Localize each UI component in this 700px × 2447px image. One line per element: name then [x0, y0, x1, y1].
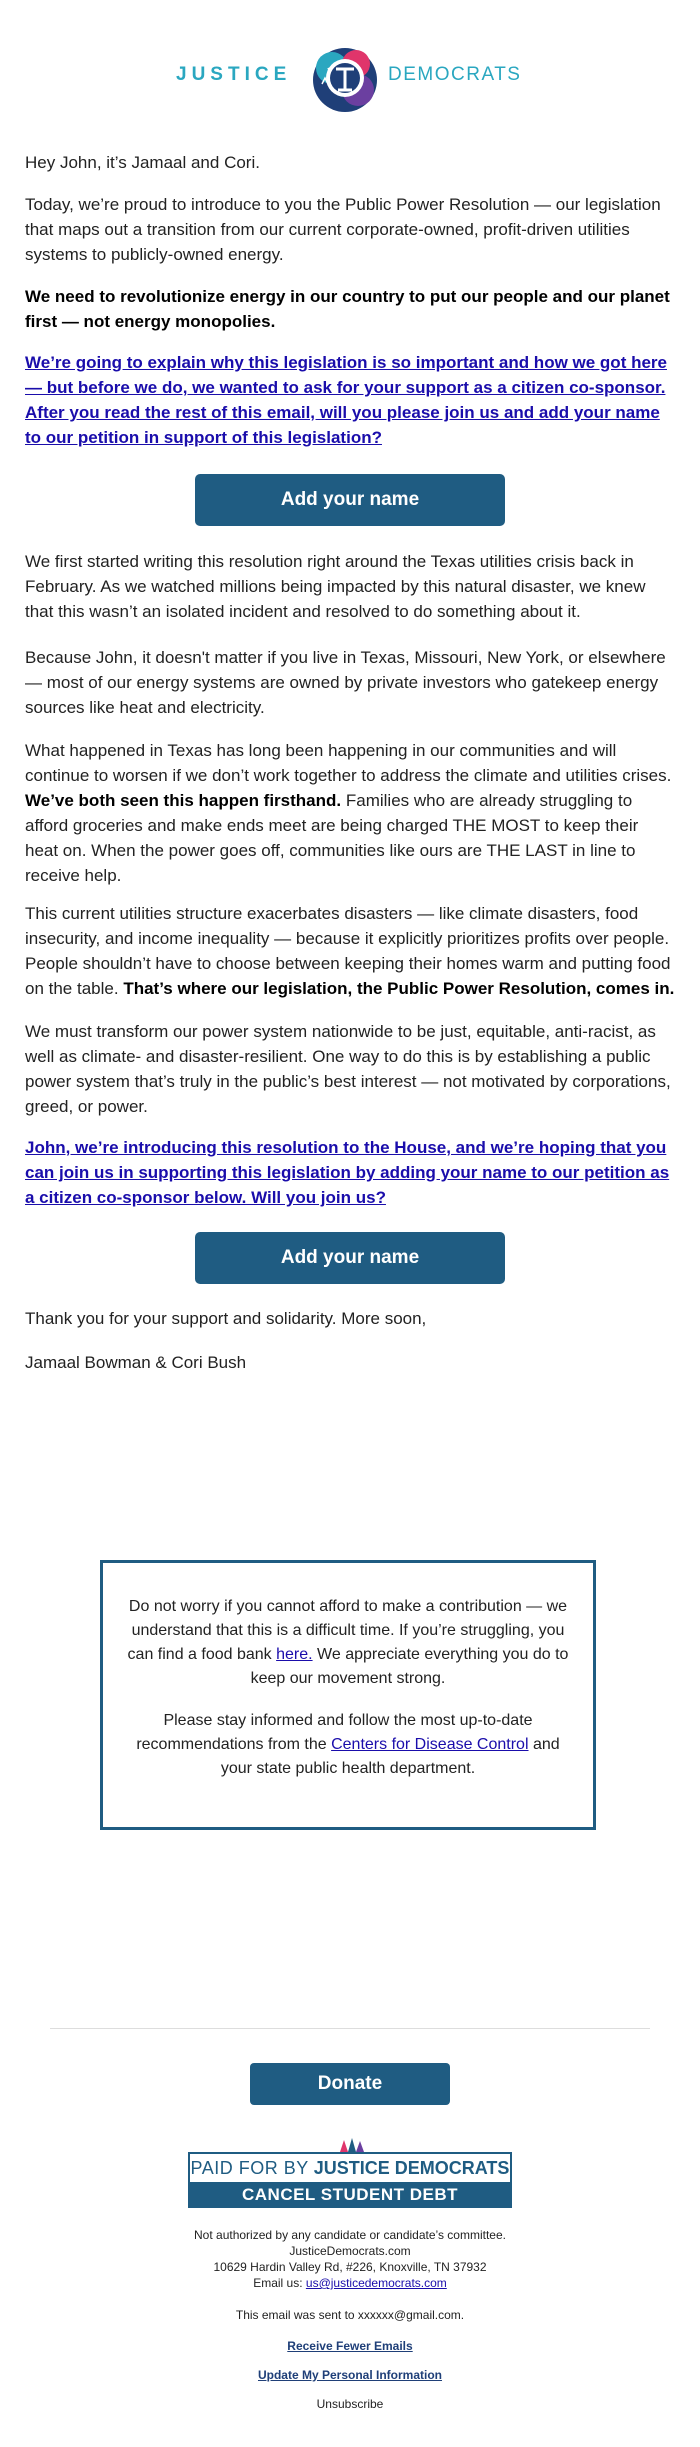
ask-paragraph-1 — [25, 350, 675, 450]
hardship-notice-box — [100, 1560, 596, 1830]
bold-statement: We need to revolutionize energy in our country to put our people and our planet first — not energy monopolies. — [25, 287, 670, 331]
justice-democrats-logo-icon — [306, 38, 384, 116]
donate-button[interactable]: Donate — [250, 2063, 450, 2105]
because-paragraph: Because John, it doesn't matter if you live in Texas, Missouri, New York, or elsewhere — most of our energy systems are owned by private investors who gatekeep energy sources like heat and electricity. — [25, 648, 666, 717]
email-us-line — [0, 2275, 700, 2291]
food-bank-link[interactable]: here. — [276, 1646, 313, 1663]
add-your-name-button-1[interactable]: Add your name — [195, 474, 505, 526]
stars-flag-icon — [336, 2136, 366, 2152]
mailing-address: 10629 Hardin Valley Rd, #226, Knoxville, TN 37932 — [213, 2260, 487, 2274]
signature: Jamaal Bowman & Cori Bush — [25, 1353, 247, 1372]
brand-name-left: JUSTICE — [176, 64, 292, 85]
receive-fewer-line — [0, 2338, 700, 2354]
paid-for-by-org: JUSTICE DEMOCRATS — [313, 2158, 510, 2178]
notice-paragraph-1 — [127, 1595, 569, 1691]
structure-text-a: This current utilities structure exacerbates disasters — like climate disasters, food insecurity, and income inequality — because it explicitly prioritizes profits over people. People shouldn’t have to choose between keeping their homes warm and putting food on the table. — [25, 904, 671, 998]
email-us-link[interactable]: us@justicedemocrats.com — [305, 2276, 447, 2290]
email-us-label: Email us: — [253, 2276, 303, 2290]
disclaimer: Not authorized by any candidate or candidate’s committee. — [194, 2228, 506, 2242]
cdc-link[interactable]: Centers for Disease Control — [331, 1736, 529, 1753]
notice-paragraph-2 — [127, 1709, 569, 1781]
sent-to-line: This email was sent to xxxxxx@gmail.com. — [235, 2308, 465, 2322]
happened-text-b: Families who are already struggling to afford groceries and make ends meet are being charged THE MOST to keep their heat on. When the power goes off, communities like ours are THE LAST in line to receive help. — [25, 791, 639, 885]
happened-paragraph — [25, 738, 675, 888]
structure-paragraph — [25, 901, 675, 1001]
header-logo[interactable] — [0, 0, 700, 150]
greeting: Hey John, it’s Jamaal and Cori. — [25, 153, 260, 172]
site-name: JusticeDemocrats.com — [289, 2244, 411, 2258]
notice-text-2a: Please stay informed and follow the most up-to-date recommendations from the — [136, 1712, 533, 1753]
brand-name-right: DEMOCRATS — [388, 64, 522, 85]
paid-for-by-label — [188, 2152, 512, 2184]
notice-text-1a: Do not worry if you cannot afford to make a contribution — we understand that this is a difficult time. If you’re struggling, you can find a food bank — [127, 1598, 568, 1663]
notice-text-2b: and your state public health department. — [220, 1736, 560, 1777]
update-info-line — [0, 2367, 700, 2383]
unsubscribe-line — [0, 2396, 700, 2412]
thanks-line: Thank you for your support and solidarity. More soon, — [25, 1309, 427, 1328]
ask-paragraph-2 — [25, 1135, 675, 1210]
structure-text-bold: That’s where our legislation, the Public Power Resolution, comes in. — [123, 979, 675, 998]
intro-paragraph: Today, we’re proud to introduce to you the Public Power Resolution — our legislation that maps out a transition from our current corporate-owned, profit-driven utilities systems to publicly-owned energy. — [25, 195, 661, 264]
notice-text-1b: We appreciate everything you do to keep our movement strong. — [250, 1646, 569, 1687]
happened-text-bold: We’ve both seen this happen firsthand. — [25, 791, 342, 810]
petition-link-1[interactable]: We’re going to explain why this legislation is so important and how we got here — but before we do, we wanted to ask for your support as a citizen co-sponsor. After you read the rest of this email, will you please join us and add your name to our petition in support of this legislation? — [25, 353, 667, 447]
happened-text-a: What happened in Texas has long been happening in our communities and will continue to worsen if we don’t work together to address the climate and utilities crises. — [25, 741, 672, 785]
add-your-name-button-2[interactable]: Add your name — [195, 1232, 505, 1284]
paid-for-by-banner — [188, 2152, 512, 2206]
footer-divider — [50, 2028, 650, 2029]
paid-for-by-text: PAID FOR BY — [190, 2158, 309, 2178]
unsubscribe-link[interactable]: Unsubscribe — [316, 2397, 384, 2411]
transform-paragraph: We must transform our power system nationwide to be just, equitable, anti-racist, as well as climate- and disaster-resilient. One way to do this is by establishing a public power system that’s truly in the public’s best interest — not motivated by corporations, greed, or power. — [25, 1022, 671, 1116]
receive-fewer-emails-link[interactable]: Receive Fewer Emails — [287, 2339, 413, 2353]
petition-link-2[interactable]: John, we’re introducing this resolution to the House, and we’re hoping that you can join us in supporting this legislation by adding your name to our petition as a citizen co-sponsor below. Will you join us? — [25, 1138, 670, 1207]
texas-paragraph: We first started writing this resolution right around the Texas utilities crisis back in February. As we watched millions being impacted by this natural disaster, we knew that this wasn’t an isolated incident and resolved to do something about it. — [25, 552, 646, 621]
cancel-student-debt-banner: CANCEL STUDENT DEBT — [188, 2182, 512, 2208]
update-personal-info-link[interactable]: Update My Personal Information — [257, 2368, 443, 2382]
